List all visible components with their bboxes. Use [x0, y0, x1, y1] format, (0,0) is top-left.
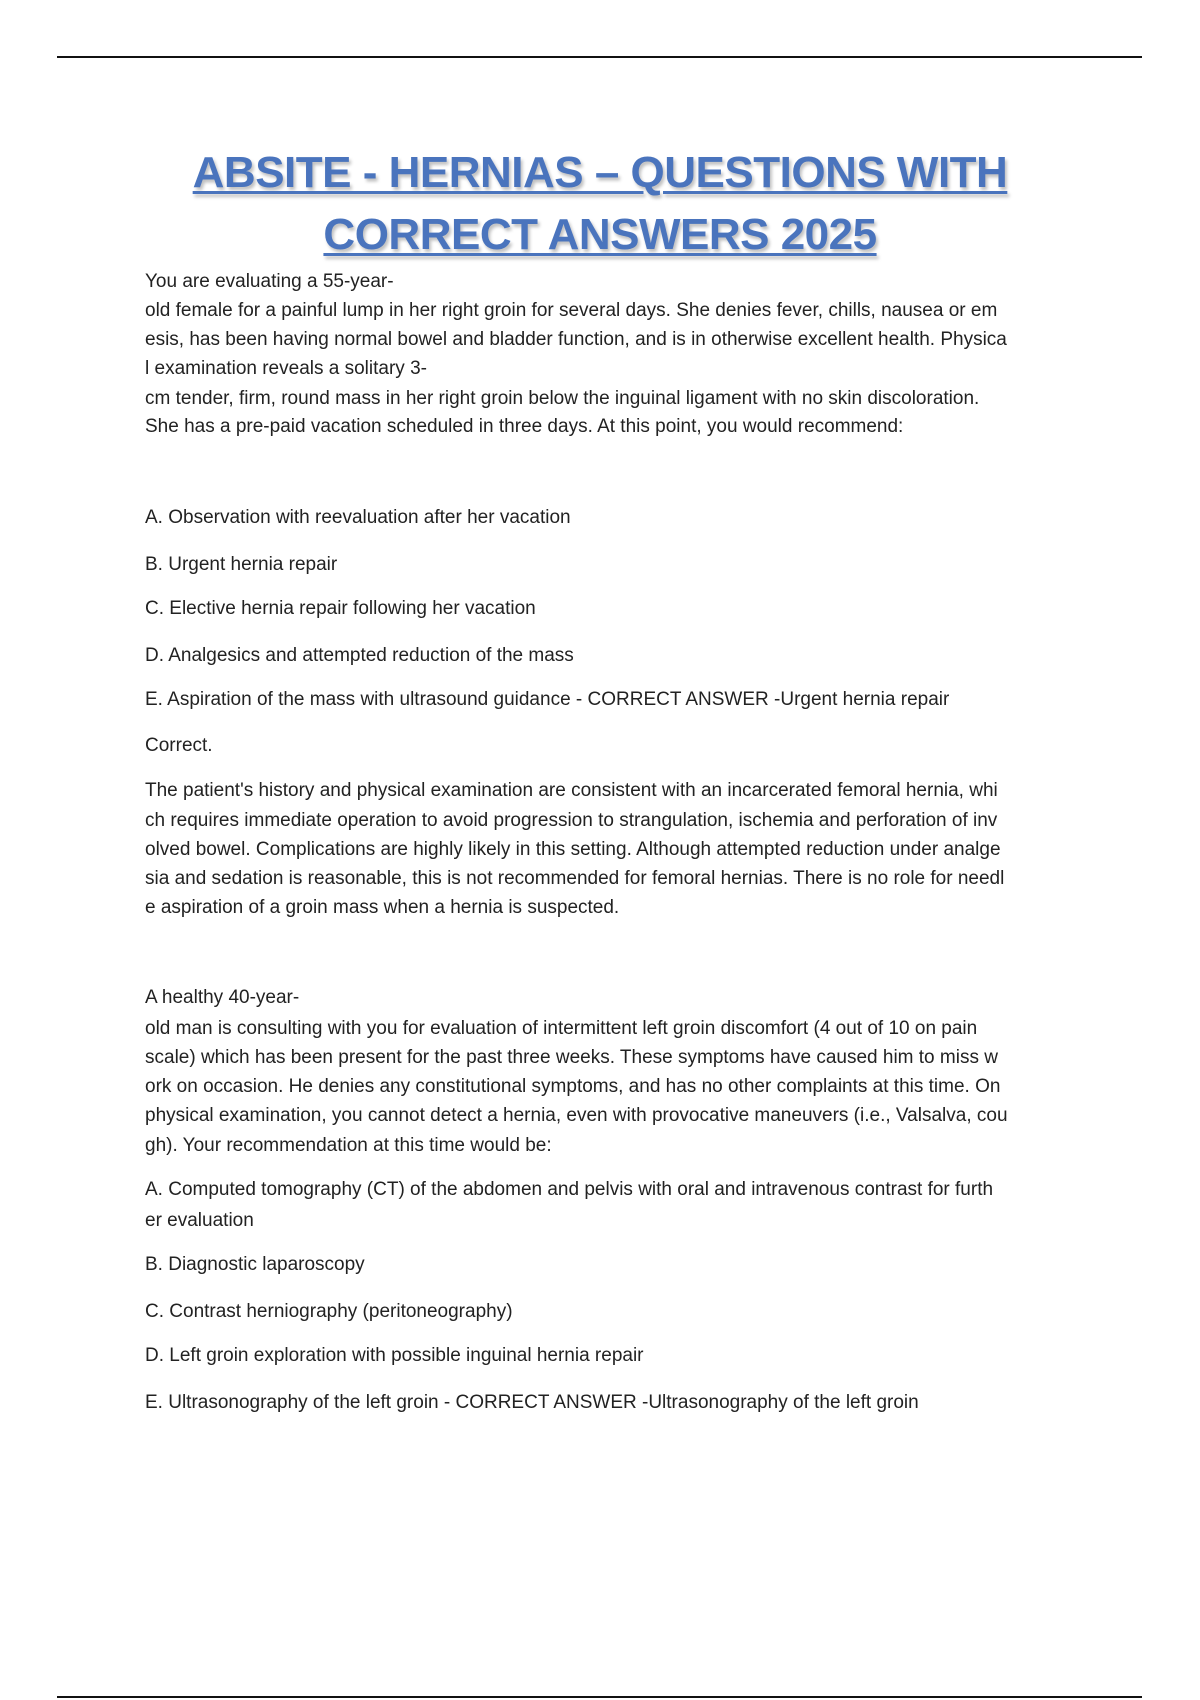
q1-stem-line: l examination reveals a solitary 3- [145, 358, 427, 379]
q2-stem-line: gh). Your recommendation at this time would be: [145, 1135, 552, 1156]
q1-option-e-answer: E. Aspiration of the mass with ultrasound guidance - CORRECT ANSWER -Urgent hernia repair [145, 689, 950, 710]
q2-option-d: D. Left groin exploration with possible inguinal hernia repair [145, 1345, 644, 1366]
q1-stem-line: You are evaluating a 55-year- [145, 271, 394, 292]
q2-option-a-continued: er evaluation [145, 1210, 254, 1231]
q1-explanation-line: The patient's history and physical examination are consistent with an incarcerated femoral hernia, whi [145, 780, 998, 801]
q2-option-c: C. Contrast herniography (peritoneography) [145, 1301, 513, 1322]
q2-stem-line: old man is consulting with you for evaluation of intermittent left groin discomfort (4 out of 10 on pain [145, 1018, 978, 1039]
q1-stem-line: She has a pre-paid vacation scheduled in three days. At this point, you would recommend: [145, 416, 904, 437]
q1-stem-line: old female for a painful lump in her right groin for several days. She denies fever, chills, nausea or em [145, 300, 998, 321]
q1-explanation-line: ch requires immediate operation to avoid progression to strangulation, ischemia and perforation of inv [145, 810, 998, 831]
q2-stem-line: scale) which has been present for the past three weeks. These symptoms have caused him to miss w [145, 1047, 998, 1068]
q1-explanation-line: olved bowel. Complications are highly likely in this setting. Although attempted reduction under analge [145, 839, 1001, 860]
q2-stem-line: ork on occasion. He denies any constitutional symptoms, and has no other complaints at this time. On [145, 1076, 1001, 1097]
q1-option-b: B. Urgent hernia repair [145, 554, 338, 575]
title-line-1: ABSITE - HERNIAS – QUESTIONS WITH [192, 148, 1008, 197]
q1-option-d: D. Analgesics and attempted reduction of the mass [145, 645, 574, 666]
title-line-2: CORRECT ANSWERS 2025 [323, 210, 877, 259]
footer-rule [57, 1696, 1142, 1698]
q1-stem-line: esis, has been having normal bowel and bladder function, and is in otherwise excellent health. Physica [145, 329, 1007, 350]
q1-option-a: A. Observation with reevaluation after her vacation [145, 507, 571, 528]
q1-stem-line: cm tender, firm, round mass in her right groin below the inguinal ligament with no skin discoloration. [145, 388, 980, 409]
q2-stem-line: physical examination, you cannot detect a hernia, even with provocative maneuvers (i.e., Valsalva, cou [145, 1105, 1008, 1126]
q1-option-c: C. Elective hernia repair following her vacation [145, 598, 536, 619]
q2-option-b: B. Diagnostic laparoscopy [145, 1254, 365, 1275]
q2-stem-line: A healthy 40-year- [145, 987, 300, 1008]
q1-explanation-line: e aspiration of a groin mass when a hernia is suspected. [145, 897, 620, 918]
q1-verdict: Correct. [145, 735, 213, 756]
header-rule [57, 56, 1142, 58]
q1-explanation-line: sia and sedation is reasonable, this is not recommended for femoral hernias. There is no role for needl [145, 868, 1005, 889]
q2-option-a: A. Computed tomography (CT) of the abdomen and pelvis with oral and intravenous contrast for furth [145, 1179, 994, 1200]
q2-option-e-answer: E. Ultrasonography of the left groin - CORRECT ANSWER -Ultrasonography of the left groin [145, 1392, 919, 1413]
